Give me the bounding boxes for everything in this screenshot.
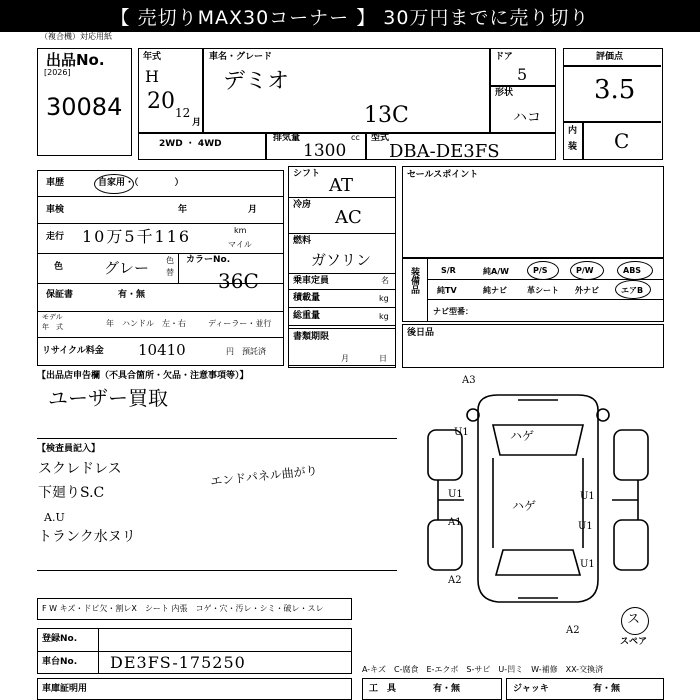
spare-tire-label: スペア [620,637,648,647]
year-label: 年式 [143,52,162,62]
color-value: グレー [104,259,150,277]
door-value: 5 [517,65,528,84]
lot-year-tag: [2026] [44,68,71,77]
mileage-value: 10万5千116 [82,227,192,246]
weight-label: 総重量 [293,311,321,321]
inspector-engine-note: エンドパネル曲がり [209,463,319,489]
car-grade: 13C [364,103,409,128]
form-note: （複合機）対応用紙 [40,32,112,41]
history-label: 車歴 [46,178,65,188]
diagram-label-u1-right-door: U1 [580,491,595,502]
equipment-tv: 純TV [437,286,457,295]
interior-label-2: 装 [568,142,578,152]
damage-legend-row [37,598,352,620]
displacement-value: 1300 [303,141,347,161]
damage-code-legend: A-キズ C-腐食 E-エクボ S-サビ U-凹ミ W-補修 XX-交換済 [362,665,604,674]
equipment-power-windows: P/W [576,266,594,275]
spare-tire-symbol: ス [627,612,641,627]
equipment-label: 装備品 [409,267,419,294]
color-change-1: 色 [166,256,174,265]
navi-model-label: ナビ型番： [433,307,473,316]
diagram-label-a3: A3 [462,375,476,386]
mileage-unit-km: km [234,226,247,235]
seller-notes-label: 【出品店申告欄（不具合箇所・欠品・注意事項等）】 [37,371,249,381]
door-label: ドア [495,52,513,62]
equipment-power-steering: P/S [533,266,548,275]
document-month: 月 [341,354,349,363]
diagram-label-u1-front-left: U1 [454,427,469,438]
sales-point-box [402,166,664,258]
year-era: H [145,67,159,86]
handle: ハンドル 左・右 [122,319,186,328]
color-label: 色 [54,262,64,272]
warranty-value: 有・無 [118,290,146,300]
displacement-label: 排気量 [273,133,301,143]
dealer: ディーラー・並行 [208,319,272,328]
diagram-label-hage-hood: ハゲ [510,429,535,443]
jack-value: 有・無 [593,684,621,694]
inspection-month-unit: 月 [248,205,258,215]
document-date-box [288,328,396,368]
year-month: 12 [175,106,191,120]
score-box [563,48,663,160]
equipment-airbag: エアB [621,286,644,295]
lot-number-label: 出品No. [46,51,105,69]
mileage-label: 走行 [46,232,65,242]
vehicle-info-grid [138,48,556,160]
fuel-label: 燃料 [293,236,312,246]
capacity-label: 乗車定員 [293,276,330,286]
shift-value: AT [329,175,354,196]
lot-number-box [37,48,132,156]
interior-label-1: 内 [568,126,578,136]
jack-box [506,678,664,700]
equipment-leather: 革シート [527,286,559,295]
registration-label: 登録No. [42,634,78,644]
seller-notes-content: ユーザー買取 [48,386,168,410]
model-year-label-2: 年 式 [42,323,63,331]
garage-certificate-label: 車庫証明用 [42,684,88,694]
registration-box [37,628,352,674]
weight-unit: kg [379,312,389,321]
tools-box [362,678,502,700]
equipment-navi: 純ナビ [483,286,507,295]
ac-value: AC [335,207,362,228]
year-value: 20 [147,89,175,114]
later-items-box [402,324,664,368]
lot-number: 30084 [46,93,123,121]
equipment-abs: ABS [623,266,642,275]
diagram-label-u1-rear-fender: U1 [580,559,595,570]
garage-certificate-box [37,678,352,700]
car-damage-diagram [408,370,668,630]
inspector-line-3: A.U [44,511,65,524]
jack-label: ジャッキ [513,684,549,694]
diagram-label-hage-roof: ハゲ [512,499,537,513]
diagram-label-u1-rear-right: U1 [578,521,593,532]
load-label: 積載量 [293,293,321,303]
car-name: デミオ [223,69,290,94]
damage-legend-text: F W キズ・ドビ欠・割レX シート 内張 コゲ・穴・汚レ・シミ・破レ・スレ [42,604,324,613]
diagram-label-u1-left-door: U1 [448,489,463,500]
sales-point-label: セールスポイント [407,170,479,180]
recycle-label: リサイクル料金 [42,346,104,356]
equipment-box [402,258,664,322]
interior-grade: C [614,129,630,153]
model-label: 型式 [371,133,390,143]
equipment-aftermarket-navi: 外ナビ [575,286,599,295]
diagram-label-a2-left: A2 [448,575,462,586]
model-year-unit: 年 [106,319,114,328]
shape-value: ハコ [513,110,541,126]
later-items-label: 後日品 [407,328,435,338]
month-unit: 月 [192,118,202,128]
detail-rows [37,170,284,366]
color-code-label: カラーNo. [186,255,231,265]
inspector-line-2: 下廻りS.C [38,485,105,501]
title-banner: 【 売切りMAX30コーナー 】 30万円までに売り切り [0,0,700,32]
score-value: 3.5 [594,75,636,105]
diagram-label-a2-rear: A2 [566,625,580,636]
chassis-number: DE3FS-175250 [110,653,246,672]
shape-label: 形状 [495,88,514,98]
color-change-2: 替 [166,268,174,277]
drive-type: 2WD ・ 4WD [159,139,222,149]
recycle-unit: 円 預託済 [226,347,266,356]
warranty-label: 保証書 [46,290,74,300]
document-date-label: 書類期限 [293,332,330,342]
model-code: DBA-DE3FS [389,141,500,162]
capacity-unit: 名 [381,276,389,285]
shift-label: シフト [293,169,321,179]
tools-label: 工 具 [369,684,397,694]
document-day: 日 [379,354,387,363]
ac-label: 冷房 [293,200,312,210]
model-year-label-1: モデル [42,313,63,321]
inspector-line-1: スクレドレス [38,461,122,477]
score-label: 評価点 [596,52,624,62]
fuel-value: ガソリン [311,251,372,269]
recycle-value: 10410 [138,341,186,359]
diagram-label-a1: A1 [448,517,462,528]
mileage-unit-mile: マイル [228,240,252,249]
inspection-label: 車検 [46,205,65,215]
load-unit: kg [379,294,389,303]
inspector-line-4: トランク水ヌリ [38,529,136,545]
car-name-label: 車名・グレード [209,52,273,62]
inspector-label: 【検査員記入】 [37,444,101,454]
equipment-alloy-wheels: 純A/W [483,267,509,276]
tools-value: 有・無 [433,684,461,694]
equipment-sunroof: S/R [441,266,456,275]
displacement-unit: cc [351,133,360,142]
color-code: 36C [218,269,259,293]
inspection-year-unit: 年 [178,205,188,215]
history-value: 自家用・（ ） [98,178,184,188]
chassis-label: 車台No. [42,657,78,667]
